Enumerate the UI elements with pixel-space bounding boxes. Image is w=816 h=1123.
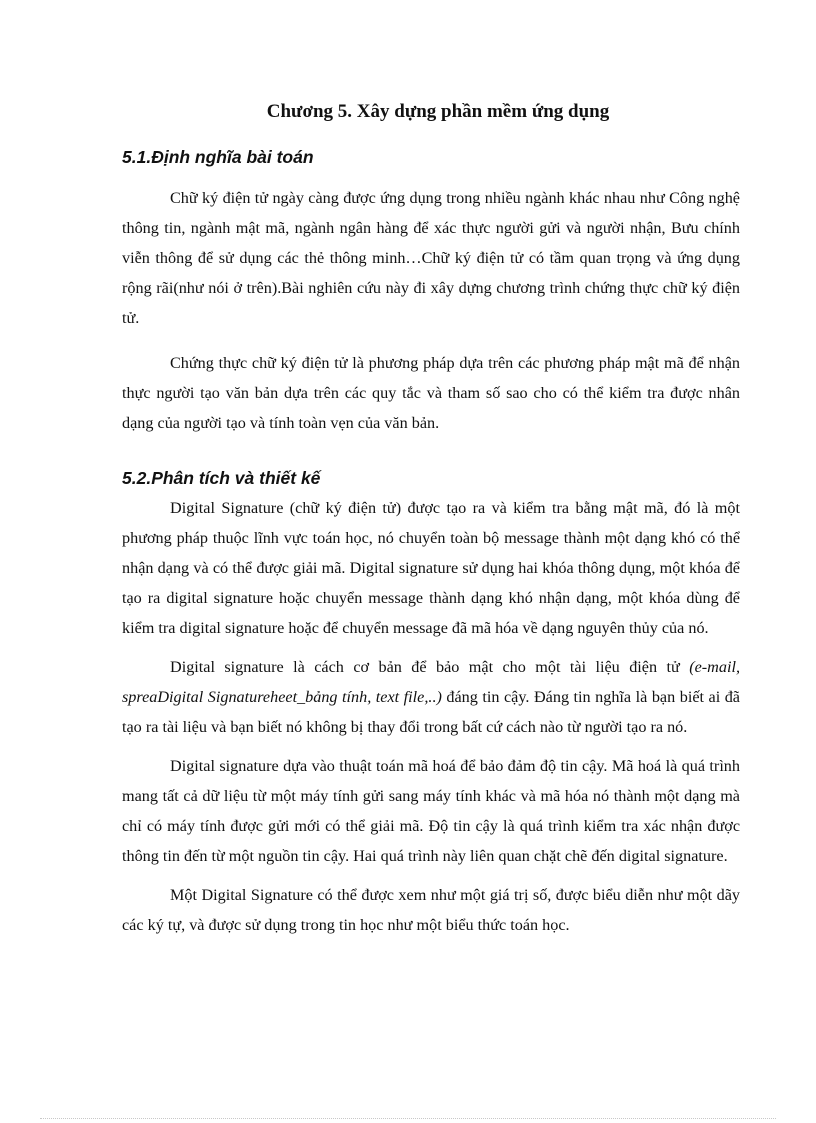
paragraph-text-end: đáng tin cậy. Đáng tin nghĩa là bạn biết ai đã tạo ra tài liệu và bạn biết nó không bị thay đổi trong bất cứ cách nào từ người tạo ra nó. xyxy=(122,688,740,736)
section-title-5-2: 5.2.Phân tích và thiết kế xyxy=(122,468,321,488)
page-bottom-divider xyxy=(40,1118,776,1119)
chapter-title: Chương 5. Xây dựng phần mềm ứng dụng xyxy=(266,101,610,122)
paragraph: Một Digital Signature có thể được xem như một giá trị số, được biểu diễn như một dãy các ký tự, và được sử dụng trong tin học như một biểu thức toán học. xyxy=(122,886,740,934)
paragraph: Digital Signature (chữ ký điện tử) được tạo ra và kiểm tra bằng mật mã, đó là một phương pháp thuộc lĩnh vực toán học, nó chuyển toàn bộ message thành một dạng khó có thể nhận dạng và có thể được giải mã. Digital signature sử dụng hai khóa thông dụng, một khóa để tạo ra digital signature hoặc chuyển message thành dạng khó nhận dạng, một khóa dùng để kiểm tra digital signature hoặc để chuyển message đã mã hóa về dạng nguyên thủy của nó. xyxy=(122,499,740,637)
paragraph: Chữ ký điện tử ngày càng được ứng dụng trong nhiều ngành khác nhau như Công nghệ thông tin, ngành mật mã, ngành ngân hàng để xác thực người gửi và người nhận, Bưu chính viễn thông để sử dụng các thẻ thông minh…Chữ ký điện tử có tầm quan trọng và ứng dụng rộng rãi(như nói ở trên).Bài nghiên cứu này đi xây dựng chương trình chứng thực chữ ký điện tử. xyxy=(122,189,740,327)
section-title-5-1: 5.1.Định nghĩa bài toán xyxy=(122,147,314,167)
paragraph: Chứng thực chữ ký điện tử là phương pháp dựa trên các phương pháp mật mã để nhận thực người tạo văn bản dựa trên các quy tắc và tham số sao cho có thể kiểm tra được nhân dạng của người tạo và tính toàn vẹn của văn bản. xyxy=(122,354,740,432)
paragraph-with-italic xyxy=(122,652,740,742)
italic-examples: (e-mail, spreaDigital Signatureheet_bảng tính, text file,..) xyxy=(122,658,740,706)
paragraph: Digital signature dựa vào thuật toán mã hoá để bảo đảm độ tin cậy. Mã hoá là quá trình mang tất cả dữ liệu từ một máy tính gửi sang máy tính khác và mã hóa nó thành một dạng mà chỉ có máy tính được gửi mới có thể giải mã. Độ tin cậy là quá trình kiểm tra xác nhận được thông tin đến từ một nguồn tin cậy. Hai quá trình này liên quan chặt chẽ đến digital signature. xyxy=(122,757,740,865)
paragraph-text-start: Digital signature là cách cơ bản để bảo mật cho một tài liệu điện tử xyxy=(170,658,690,676)
